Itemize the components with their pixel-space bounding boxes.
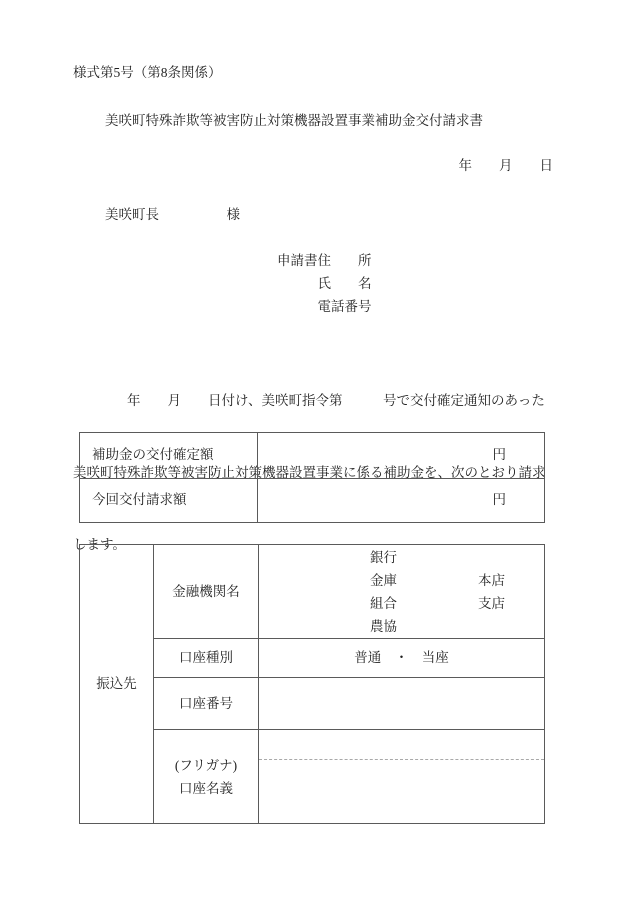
body-line-2: 美咲町特殊詐欺等被害防止対策機器設置事業に係る補助金を、次のとおり請求 bbox=[73, 465, 546, 480]
institution-option-row bbox=[370, 592, 544, 615]
account-type-label: 口座種別 bbox=[153, 638, 258, 677]
furigana-entry-area bbox=[259, 730, 544, 760]
institution-option-row bbox=[370, 546, 544, 569]
institution-type-bank: 銀行 bbox=[370, 549, 397, 565]
transfer-row-header: 振込先 bbox=[96, 676, 137, 691]
requested-amount-label: 今回交付請求額 bbox=[80, 478, 257, 523]
institution-option-row bbox=[370, 615, 544, 638]
date-line: 年 月 日 bbox=[458, 158, 553, 173]
confirmed-amount-value-cell bbox=[257, 433, 544, 478]
account-holder-entry-area bbox=[259, 760, 544, 823]
body-line-3: します。 bbox=[73, 537, 126, 552]
institution-type-shinkin: 金庫 bbox=[370, 572, 397, 588]
requested-amount-value-cell bbox=[257, 478, 544, 523]
institution-type-ja: 農協 bbox=[370, 618, 397, 634]
applicant-block bbox=[277, 249, 372, 318]
applicant-name-field: 氏 名 bbox=[317, 276, 372, 291]
account-holder-label: 口座名義 bbox=[179, 780, 233, 796]
confirmed-amount-unit: 円 bbox=[492, 447, 506, 463]
account-holder-label-cell bbox=[153, 729, 258, 823]
account-number-cell bbox=[258, 677, 544, 729]
document-title: 美咲町特殊詐欺等被害防止対策機器設置事業補助金交付請求書 bbox=[105, 113, 483, 128]
body-line-1: 年 月 日付け、美咲町指令第 号で交付確定通知のあった bbox=[73, 393, 545, 408]
form-number: 様式第5号（第8条関係） bbox=[73, 65, 222, 80]
applicant-fields bbox=[318, 249, 372, 318]
confirmed-amount-label: 補助金の交付確定額 bbox=[92, 447, 214, 463]
applicant-phone-field: 電話番号 bbox=[317, 299, 372, 314]
amount-table bbox=[79, 432, 545, 523]
furigana-label: (フリガナ) bbox=[174, 757, 238, 773]
branch-type-main: 本店 bbox=[478, 572, 505, 588]
transfer-table bbox=[79, 544, 545, 824]
branch-type-branch: 支店 bbox=[478, 595, 505, 611]
applicant-label: 申請書 bbox=[277, 253, 318, 268]
account-type-cell bbox=[258, 638, 544, 677]
institution-type-union: 組合 bbox=[370, 595, 397, 611]
financial-institution-cell bbox=[258, 545, 544, 638]
institution-option-row bbox=[370, 569, 544, 592]
requested-amount-unit: 円 bbox=[492, 492, 506, 508]
account-number-label: 口座番号 bbox=[153, 677, 258, 729]
account-type-options: 普通 ・ 当座 bbox=[354, 650, 449, 665]
account-holder-cell bbox=[258, 729, 544, 823]
financial-institution-label: 金融機関名 bbox=[153, 545, 258, 638]
applicant-address-field: 住 所 bbox=[317, 253, 372, 268]
addressee: 美咲町長 様 bbox=[105, 207, 240, 222]
